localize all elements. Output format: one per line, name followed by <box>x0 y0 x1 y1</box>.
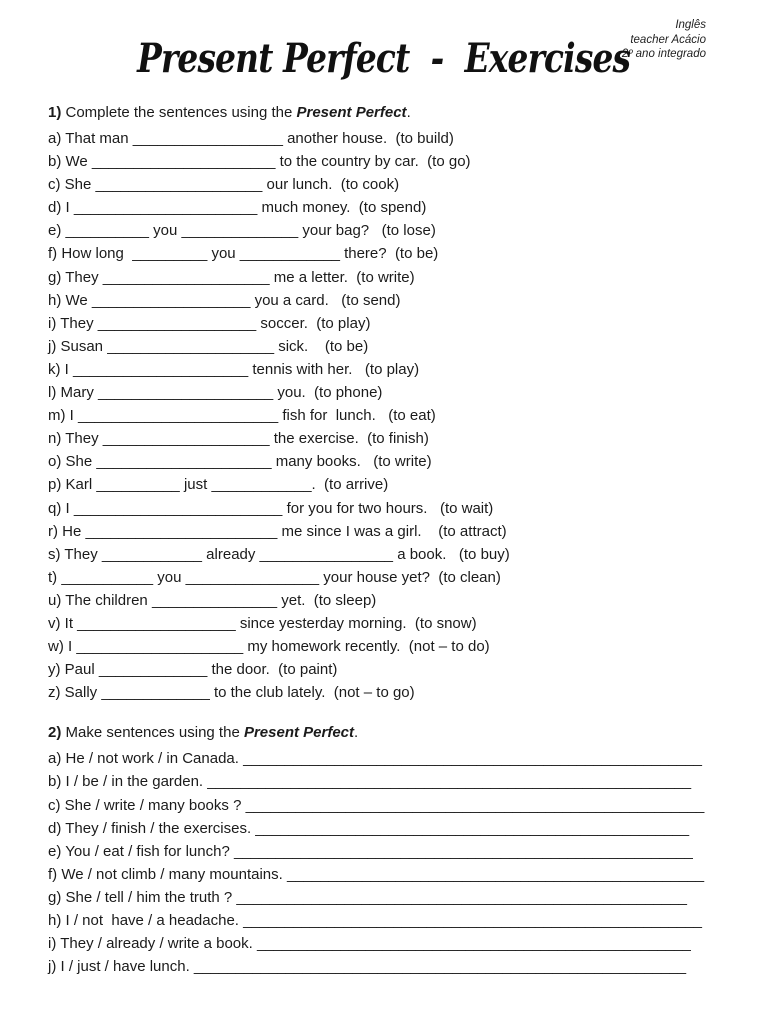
header-info-grade: 2º ano integrado <box>621 48 706 60</box>
page-title <box>0 34 768 84</box>
ex1-line-y: y) Paul _____________ the door. (to paint) <box>48 661 338 679</box>
ex1-line-s: s) They ____________ already ________________ a book. (to buy) <box>48 545 510 563</box>
ex1-line-r: r) He _______________________ me since I was a girl. (to attract) <box>48 522 507 540</box>
ex2-line-c: c) She / write / many books ? _______________________________________________________ <box>48 796 705 814</box>
ex1-line-a: a) That man __________________ another house. (to build) <box>48 130 454 147</box>
ex2-line-j: j) I / just / have lunch. ___________________________________________________________ <box>48 958 687 976</box>
ex2-line-e: e) You / eat / fish for lunch? _______________________________________________________ <box>48 842 693 860</box>
page-title-text: Present Perfect - Exercises <box>137 35 631 82</box>
section1-heading <box>48 101 732 124</box>
header-info-teacher: teacher Acácio <box>630 33 706 46</box>
ex1-line-i: i) They ___________________ soccer. (to play) <box>48 314 371 332</box>
ex1-line-k: k) I _____________________ tennis with her. (to play) <box>48 360 420 378</box>
section2-period: . <box>354 724 359 742</box>
ex1-line-t: t) ___________ you ________________ your house yet? (to clean) <box>48 568 501 586</box>
ex1-line-q: q) I _________________________ for you for two hours. (to wait) <box>48 499 494 517</box>
worksheet-content <box>48 101 732 978</box>
ex1-line-v: v) It ___________________ since yesterday morning. (to snow) <box>48 614 477 632</box>
ex1-line-f: f) How long _________ you ____________ there? (to be) <box>48 245 439 263</box>
ex2-line-f: f) We / not climb / many mountains. __________________________________________________ <box>48 865 705 883</box>
ex1-line-n: n) They ____________________ the exercise. (to finish) <box>48 430 429 448</box>
ex1-line-e: e) __________ you ______________ your bag? (to lose) <box>48 222 436 240</box>
ex2-line-b: b) I / be / in the garden. __________________________________________________________ <box>48 773 692 791</box>
section2-emphasis: Present Perfect <box>243 724 355 742</box>
ex1-line-u: u) The children _______________ yet. (to sleep) <box>48 591 377 609</box>
section1-instruction: Complete the sentences using the <box>61 104 297 121</box>
ex1-line-w: w) I ____________________ my homework recently. (not – to do) <box>48 638 490 656</box>
ex1-line-c: c) She ____________________ our lunch. (to cook) <box>48 176 400 194</box>
ex1-line-z: z) Sally _____________ to the club lately. (not – to go) <box>48 684 415 702</box>
ex1-line-l: l) Mary _____________________ you. (to phone) <box>48 384 383 402</box>
section2-number: 2) <box>48 724 62 742</box>
section1-number: 1) <box>48 104 62 121</box>
header-info-subject: Inglês <box>675 19 706 31</box>
ex2-line-d: d) They / finish / the exercises. ____________________________________________________ <box>48 819 690 837</box>
ex1-line-j: j) Susan ____________________ sick. (to be) <box>48 337 369 355</box>
ex1-line-h: h) We ___________________ you a card. (to send) <box>48 291 401 309</box>
ex1-line-d: d) I ______________________ much money. (to spend) <box>48 199 427 217</box>
ex1-line-g: g) They ____________________ me a letter. (to write) <box>48 268 415 286</box>
section2-heading <box>48 721 732 744</box>
ex2-line-h: h) I / not have / a headache. _______________________________________________________ <box>48 912 702 929</box>
ex2-line-g: g) She / tell / him the truth ? ______________________________________________________ <box>48 888 687 906</box>
section1-period: . <box>406 104 411 121</box>
ex2-line-a: a) He / not work / in Canada. _______________________________________________________ <box>48 750 702 768</box>
ex2-line-i: i) They / already / write a book. ____________________________________________________ <box>48 935 691 953</box>
ex1-line-b: b) We ______________________ to the country by car. (to go) <box>48 153 471 171</box>
ex1-line-p: p) Karl __________ just ____________. (to arrive) <box>48 476 389 494</box>
ex1-line-m: m) I ________________________ fish for lunch. (to eat) <box>48 407 436 425</box>
section2-instruction: Make sentences using the <box>61 724 244 742</box>
section1-emphasis: Present Perfect <box>296 104 407 121</box>
ex1-line-o: o) She _____________________ many books. (to write) <box>48 453 432 471</box>
